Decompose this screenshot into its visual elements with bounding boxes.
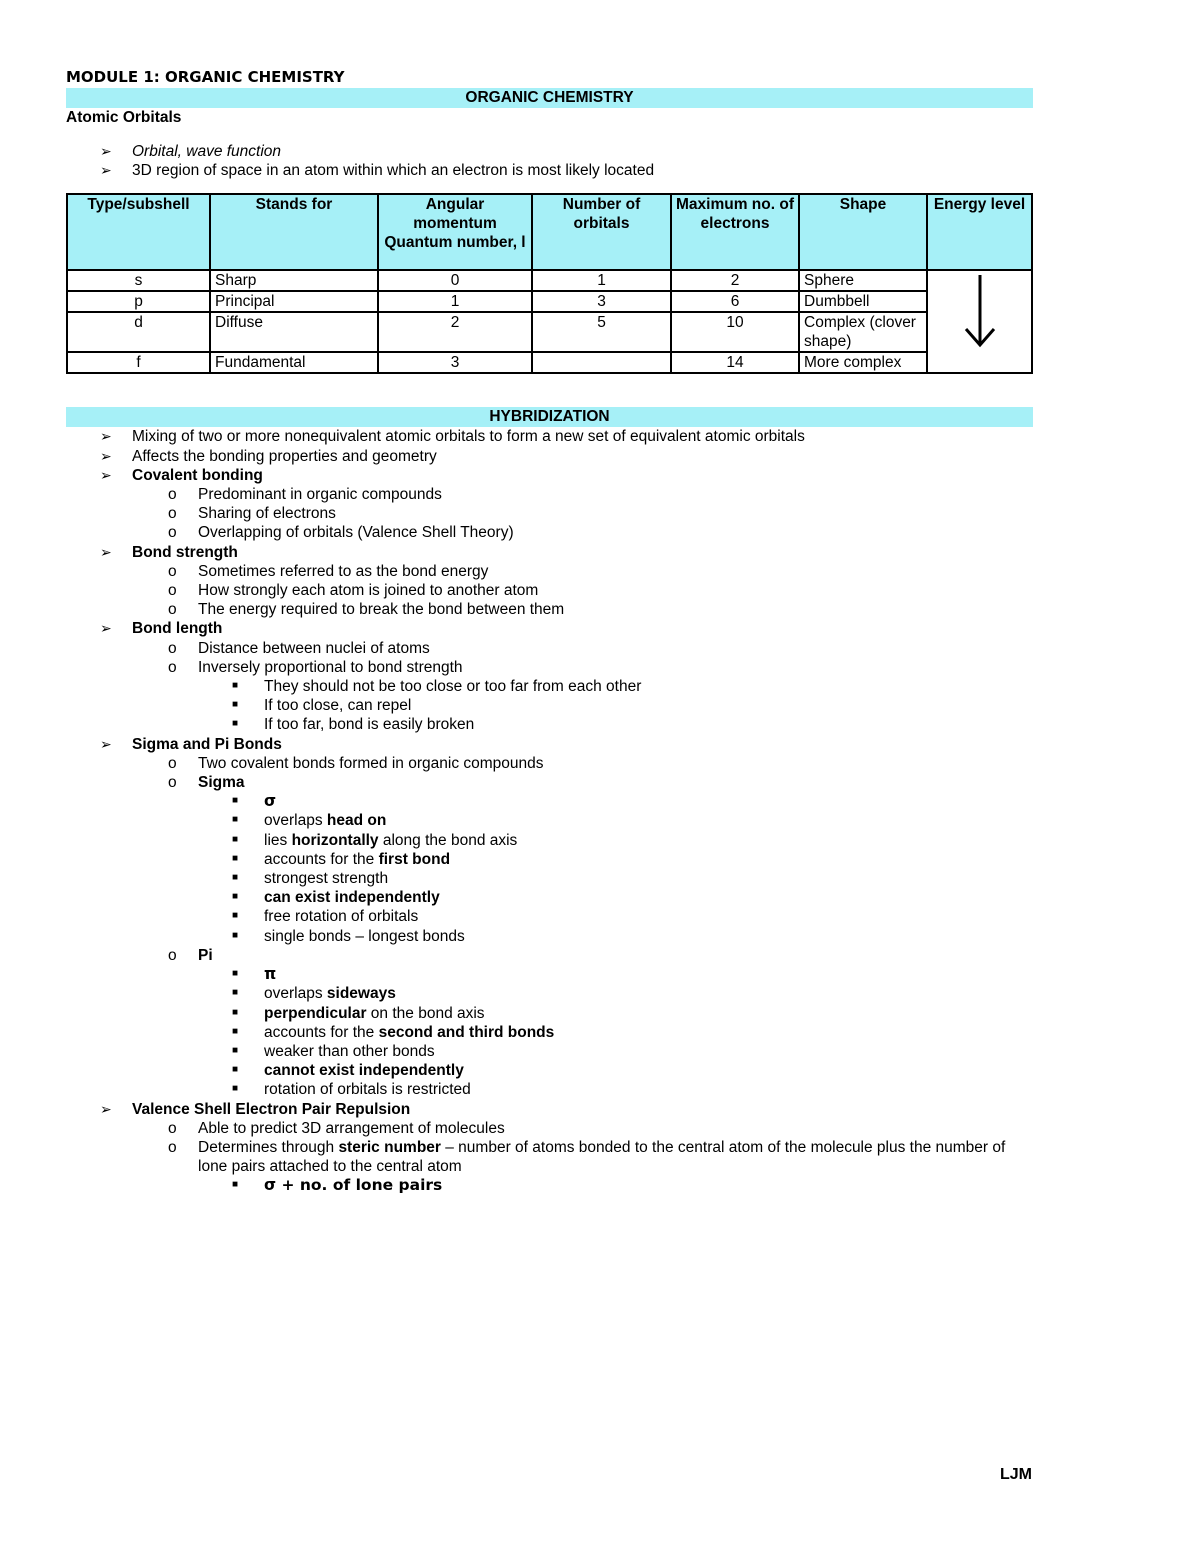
col-header-energy-level: Energy level [927, 194, 1032, 270]
col-header-shape: Shape [799, 194, 927, 270]
list-item-sigma-pi: ➢ Sigma and Pi Bonds o Two covalent bonds formed in organic compounds o Sigma ■ σ ■ overlaps head on ■ lies horizontally along the bond axis ■ accounts for the first bond ■ strongest strength ■ can exist independently ■ free rotation of orbitals ■ single bonds – longest bonds o Pi ■ π ■ overlaps sideways ■ perpendicular on the bond axis ■ accounts for the second and third bonds ■ weaker than other bonds ■ cannot exist independently ■ rotation of orbitals is restricted [66, 735, 1033, 1100]
col-header-max-electrons: Maximum no. of electrons [671, 194, 799, 270]
circle-bullet-icon: o [168, 774, 177, 792]
list-item: o Able to predict 3D arrangement of molecules [168, 1119, 505, 1137]
list-item-vsepr: ➢ Valence Shell Electron Pair Repulsion o Able to predict 3D arrangement of molecules o Determines through steric number – number of atoms bonded to the central atom of the molecule plus the number of lone pairs attached to the central atom ■ σ + no. of lone pairs [66, 1100, 1033, 1196]
table-row: f Fundamental 3 14 More complex [67, 352, 1032, 373]
table-row: d Diffuse 2 5 10 Complex (clover shape) [67, 312, 1032, 352]
square-bullet-icon: ■ [232, 718, 239, 730]
list-item: ➢ Orbital, wave function [100, 143, 282, 160]
square-bullet-icon: ■ [232, 680, 239, 692]
circle-bullet-icon: o [168, 601, 177, 619]
table-row: s Sharp 0 1 2 Sphere [67, 270, 1032, 291]
list-item: ➢ Mixing of two or more nonequivalent atomic orbitals to form a new set of equivalent atomic orbitals [100, 428, 805, 446]
list-item: ■ overlaps sideways [232, 985, 396, 1003]
circle-bullet-icon: o [168, 946, 177, 964]
circle-bullet-icon: o [168, 562, 177, 580]
square-bullet-icon: ■ [232, 1044, 239, 1056]
hybridization-list [66, 427, 1033, 1195]
arrow-bullet-icon: ➢ [100, 466, 112, 483]
list-item: o Inversely proportional to bond strength ■ They should not be too close or too far from each other ■ If too close, can repel ■ If too far, bond is easily broken [132, 658, 1033, 735]
square-bullet-icon: ■ [232, 852, 239, 864]
square-bullet-icon: ■ [232, 910, 239, 922]
list-item: ■ rotation of orbitals is restricted [232, 1081, 471, 1099]
square-bullet-icon: ■ [232, 987, 239, 999]
list-item: o Predominant in organic compounds [168, 486, 442, 504]
square-bullet-icon: ■ [232, 891, 239, 903]
subheading-atomic-orbitals: Atomic Orbitals [66, 109, 182, 126]
square-bullet-icon: ■ [232, 1006, 239, 1018]
arrow-bullet-icon: ➢ [100, 543, 112, 560]
list-item: o How strongly each atom is joined to another atom [168, 582, 539, 600]
section-band-organic-chemistry: ORGANIC CHEMISTRY [66, 88, 1033, 108]
square-bullet-icon: ■ [232, 795, 239, 807]
col-header-number-orbitals: Number of orbitals [532, 194, 671, 270]
list-item: ■ can exist independently [232, 889, 440, 907]
square-bullet-icon: ■ [232, 699, 239, 711]
module-title: MODULE 1: ORGANIC CHEMISTRY [66, 68, 345, 86]
list-item: ■ π [232, 965, 277, 984]
list-item: o Sometimes referred to as the bond energy [168, 562, 489, 580]
list-item: ■ σ + no. of lone pairs [232, 1176, 443, 1195]
list-item-pi: o Pi ■ π ■ overlaps sideways ■ perpendicular on the bond axis ■ accounts for the second and third bonds ■ weaker than other bonds ■ cannot exist independently ■ rotation of orbitals is restricted [132, 946, 1033, 1100]
list-item: ■ strongest strength [232, 870, 389, 888]
col-header-angular-momentum: Angular momentum Quantum number, l [378, 194, 532, 270]
circle-bullet-icon: o [168, 524, 177, 542]
square-bullet-icon: ■ [232, 1064, 239, 1076]
table-header-row [67, 194, 1032, 270]
list-item: o Sharing of electrons [168, 505, 336, 523]
list-item: ■ lies horizontally along the bond axis [232, 831, 518, 849]
arrow-bullet-icon: ➢ [100, 447, 112, 464]
list-item: ■ cannot exist independently [232, 1062, 464, 1080]
list-item: ■ If too close, can repel [232, 697, 412, 715]
square-bullet-icon: ■ [232, 872, 239, 884]
arrow-bullet-icon: ➢ [100, 1100, 112, 1117]
square-bullet-icon: ■ [232, 1083, 239, 1095]
list-item: o Distance between nuclei of atoms [168, 639, 430, 657]
circle-bullet-icon: o [168, 658, 177, 676]
orbital-table [66, 193, 1033, 374]
footer-initials: LJM [1000, 1466, 1032, 1483]
list-item: o The energy required to break the bond between them [168, 601, 565, 619]
list-item: ➢ Affects the bonding properties and geometry [100, 447, 437, 465]
square-bullet-icon: ■ [232, 1025, 239, 1037]
list-item: ■ If too far, bond is easily broken [232, 716, 475, 734]
section-band-hybridization: HYBRIDIZATION [66, 407, 1033, 427]
list-item: o Determines through steric number – number of atoms bonded to the central atom of the molecule plus the number of lone pairs attached to the central atom ■ σ + no. of lone pairs [132, 1138, 1033, 1196]
list-item: ■ weaker than other bonds [232, 1042, 435, 1060]
list-item-bond-length: ➢ Bond length o Distance between nuclei of atoms o Inversely proportional to bond strength ■ They should not be too close or too far from each other ■ If too close, can repel ■ If too far, bond is easily broken [66, 619, 1033, 734]
list-item: ■ They should not be too close or too far from each other [232, 678, 642, 696]
energy-level-cell [927, 270, 1032, 373]
list-item: ■ σ [232, 792, 277, 811]
list-item: o Two covalent bonds formed in organic compounds [168, 754, 544, 772]
circle-bullet-icon: o [168, 754, 177, 772]
list-item: ■ overlaps head on [232, 812, 387, 830]
circle-bullet-icon: o [168, 486, 177, 504]
arrow-bullet-icon: ➢ [100, 735, 112, 752]
square-bullet-icon: ■ [232, 814, 239, 826]
down-arrow-icon [960, 271, 1000, 351]
list-item: ➢ 3D region of space in an atom within which an electron is most likely located [100, 162, 655, 180]
list-item: ■ accounts for the second and third bonds [232, 1023, 555, 1041]
list-item: o Overlapping of orbitals (Valence Shell Theory) [168, 524, 514, 542]
list-item: ■ perpendicular on the bond axis [232, 1004, 485, 1022]
list-item: ■ single bonds – longest bonds [232, 927, 465, 945]
circle-bullet-icon: o [168, 505, 177, 523]
square-bullet-icon: ■ [232, 929, 239, 941]
arrow-bullet-icon: ➢ [100, 620, 112, 637]
atomic-orbitals-list [66, 142, 1033, 180]
col-header-stands-for: Stands for [210, 194, 378, 270]
square-bullet-icon: ■ [232, 833, 239, 845]
document-page [66, 66, 1033, 1196]
list-item-bond-strength: ➢ Bond strength o Sometimes referred to as the bond energy o How strongly each atom is joined to another atom o The energy required to break the bond between them [66, 543, 1033, 620]
list-item-covalent-bonding: ➢ Covalent bonding o Predominant in organic compounds o Sharing of electrons o Overlapping of orbitals (Valence Shell Theory) [66, 466, 1033, 543]
list-item-sigma: o Sigma ■ σ ■ overlaps head on ■ lies horizontally along the bond axis ■ accounts for the first bond ■ strongest strength ■ can exist independently ■ free rotation of orbitals ■ single bonds – longest bonds [132, 773, 1033, 946]
list-item: ■ free rotation of orbitals [232, 908, 419, 926]
circle-bullet-icon: o [168, 582, 177, 600]
circle-bullet-icon: o [168, 639, 177, 657]
square-bullet-icon: ■ [232, 1179, 239, 1191]
arrow-bullet-icon: ➢ [100, 143, 112, 159]
square-bullet-icon: ■ [232, 968, 239, 980]
circle-bullet-icon: o [168, 1119, 177, 1137]
arrow-bullet-icon: ➢ [100, 428, 112, 445]
table-row: p Principal 1 3 6 Dumbbell [67, 291, 1032, 312]
arrow-bullet-icon: ➢ [100, 162, 112, 179]
col-header-type: Type/subshell [67, 194, 210, 270]
circle-bullet-icon: o [168, 1138, 177, 1156]
list-item: ■ accounts for the first bond [232, 850, 451, 868]
